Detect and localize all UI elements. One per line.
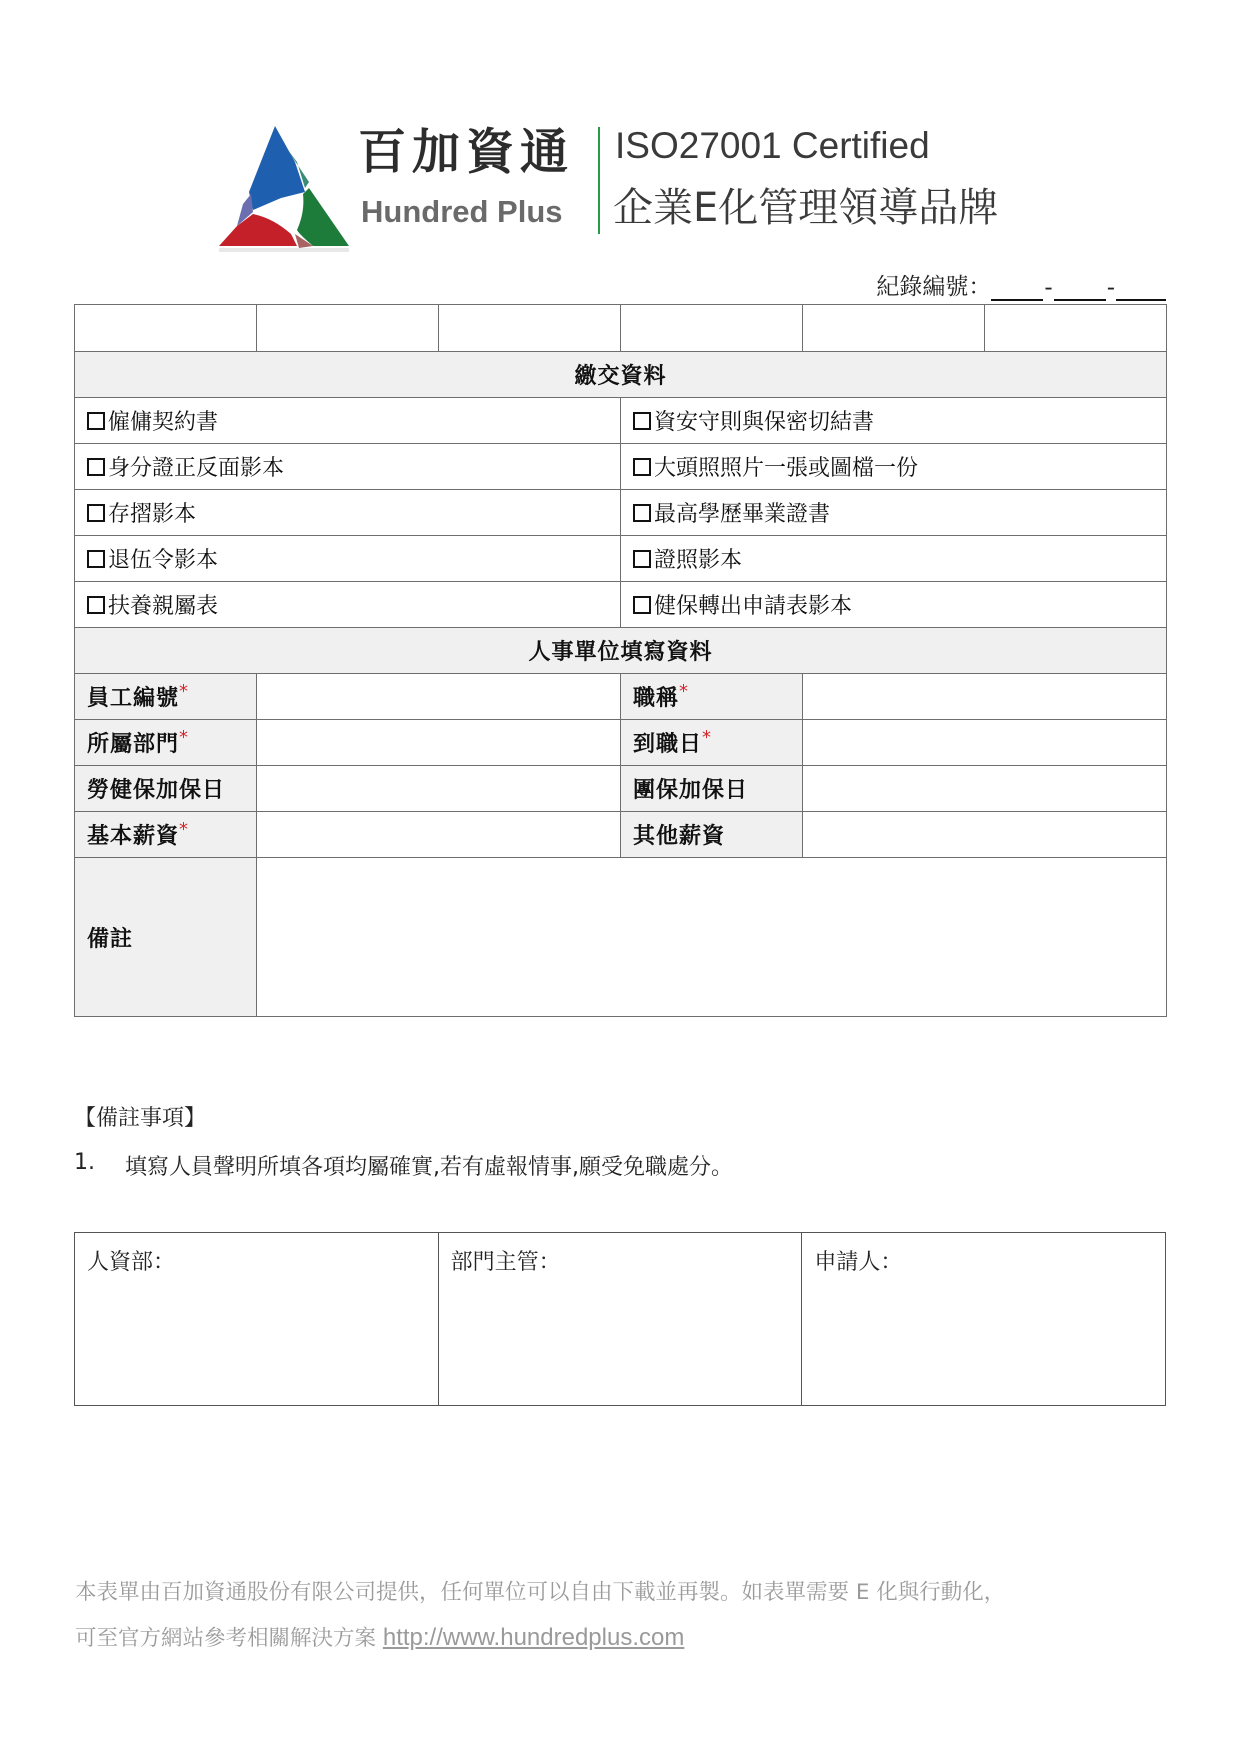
signature-manager[interactable] bbox=[438, 1233, 802, 1406]
required-mark: * bbox=[179, 681, 190, 702]
submission-row bbox=[75, 398, 1167, 444]
checkbox-icon[interactable] bbox=[87, 550, 105, 568]
onboarding-form-table bbox=[74, 304, 1167, 1017]
hr-row bbox=[75, 674, 1167, 720]
checkbox-icon[interactable] bbox=[87, 504, 105, 522]
blank-header-row bbox=[75, 305, 1167, 352]
record-number-part-1[interactable] bbox=[991, 279, 1043, 301]
submission-item-label: 身分證正反面影本 bbox=[108, 456, 285, 481]
checkbox-icon[interactable] bbox=[633, 412, 651, 430]
signature-label: 申請人： bbox=[814, 1250, 903, 1275]
submission-section-title: 繳交資料 bbox=[75, 352, 1167, 398]
checkbox-icon[interactable] bbox=[87, 458, 105, 476]
submission-item-label: 資安守則與保密切結書 bbox=[654, 410, 875, 435]
other-salary-label: 其他薪資 bbox=[621, 812, 803, 858]
submission-item-label: 證照影本 bbox=[654, 548, 743, 573]
labor-health-insurance-date-field[interactable] bbox=[257, 766, 621, 812]
blank-cell[interactable] bbox=[439, 305, 621, 352]
submission-item-label: 健保轉出申請表影本 bbox=[654, 594, 853, 619]
signature-label: 人資部： bbox=[87, 1250, 176, 1275]
blank-cell[interactable] bbox=[75, 305, 257, 352]
group-insurance-date-label: 團保加保日 bbox=[621, 766, 803, 812]
submission-row bbox=[75, 490, 1167, 536]
department-field[interactable] bbox=[257, 720, 621, 766]
start-date-field[interactable] bbox=[803, 720, 1167, 766]
submission-item[interactable] bbox=[621, 490, 1167, 536]
blank-cell[interactable] bbox=[621, 305, 803, 352]
hr-section-header bbox=[75, 628, 1167, 674]
submission-item-label: 最高學歷畢業證書 bbox=[654, 502, 831, 527]
submission-item-label: 僱傭契約書 bbox=[108, 410, 219, 435]
submission-item[interactable] bbox=[75, 490, 621, 536]
logo-divider bbox=[598, 127, 600, 234]
submission-item[interactable] bbox=[621, 582, 1167, 628]
submission-row bbox=[75, 444, 1167, 490]
record-number bbox=[876, 268, 1166, 301]
start-date-label: 到職日* bbox=[621, 720, 803, 766]
signature-table bbox=[74, 1232, 1166, 1406]
company-name-en: Hundred Plus bbox=[361, 194, 563, 229]
footer bbox=[75, 1570, 1005, 1661]
submission-item-label: 退伍令影本 bbox=[108, 548, 219, 573]
remarks-label: 備註 bbox=[75, 858, 257, 1017]
website-link[interactable]: http://www.hundredplus.com bbox=[382, 1624, 685, 1651]
footer-line-1: 本表單由百加資通股份有限公司提供，任何單位可以自由下載並再製。如表單需要 E 化與行動化， bbox=[75, 1580, 1006, 1605]
checkbox-icon[interactable] bbox=[87, 412, 105, 430]
submission-item-label: 大頭照照片一張或圖檔一份 bbox=[654, 456, 919, 481]
department-label: 所屬部門* bbox=[75, 720, 257, 766]
job-title-label: 職稱* bbox=[621, 674, 803, 720]
employee-id-label: 員工編號* bbox=[75, 674, 257, 720]
signature-label: 部門主管： bbox=[450, 1250, 561, 1275]
notes-title: 【備註事項】 bbox=[74, 1106, 207, 1131]
notes-item-text: 填寫人員聲明所填各項均屬確實,若有虛報情事,願受免職處分。 bbox=[125, 1155, 733, 1180]
signature-hr[interactable] bbox=[75, 1233, 439, 1406]
required-mark: * bbox=[179, 727, 190, 748]
remarks-field[interactable] bbox=[257, 858, 1167, 1017]
required-mark: * bbox=[679, 681, 690, 702]
employee-id-field[interactable] bbox=[257, 674, 621, 720]
hr-row bbox=[75, 812, 1167, 858]
required-mark: * bbox=[179, 819, 190, 840]
submission-row bbox=[75, 536, 1167, 582]
submission-item[interactable] bbox=[75, 536, 621, 582]
company-logo bbox=[213, 122, 1013, 254]
submission-item[interactable] bbox=[621, 536, 1167, 582]
labor-health-insurance-date-label: 勞健保加保日 bbox=[75, 766, 257, 812]
submission-row bbox=[75, 582, 1167, 628]
hr-section-title: 人事單位填寫資料 bbox=[75, 628, 1167, 674]
checkbox-icon[interactable] bbox=[633, 458, 651, 476]
submission-item[interactable] bbox=[75, 444, 621, 490]
other-salary-field[interactable] bbox=[803, 812, 1167, 858]
hr-row bbox=[75, 720, 1167, 766]
footer-line-2: 可至官方網站參考相關解決方案 http://www.hundredplus.com bbox=[75, 1624, 685, 1651]
blank-cell[interactable] bbox=[257, 305, 439, 352]
company-name-cn: 百加資通 bbox=[358, 124, 575, 180]
record-number-part-2[interactable] bbox=[1054, 279, 1106, 301]
hr-row bbox=[75, 766, 1167, 812]
record-number-part-3[interactable] bbox=[1116, 279, 1166, 301]
submission-item-label: 扶養親屬表 bbox=[108, 594, 219, 619]
submission-item[interactable] bbox=[75, 582, 621, 628]
checkbox-icon[interactable] bbox=[633, 504, 651, 522]
blank-cell[interactable] bbox=[803, 305, 985, 352]
submission-item[interactable] bbox=[75, 398, 621, 444]
notes-item-number: 1. bbox=[74, 1150, 95, 1175]
slogan-text: 企業E化管理領導品牌 bbox=[613, 185, 999, 231]
checkbox-icon[interactable] bbox=[633, 550, 651, 568]
group-insurance-date-field[interactable] bbox=[803, 766, 1167, 812]
record-number-label: 紀錄編號： bbox=[876, 274, 992, 300]
record-number-separator: - bbox=[1106, 275, 1115, 301]
notes-item bbox=[74, 1150, 733, 1181]
base-salary-label: 基本薪資* bbox=[75, 812, 257, 858]
job-title-field[interactable] bbox=[803, 674, 1167, 720]
required-mark: * bbox=[702, 727, 713, 748]
remarks-row bbox=[75, 858, 1167, 1017]
submission-section-header bbox=[75, 352, 1167, 398]
record-number-separator: - bbox=[1044, 275, 1053, 301]
checkbox-icon[interactable] bbox=[633, 596, 651, 614]
base-salary-field[interactable] bbox=[257, 812, 621, 858]
submission-item-label: 存摺影本 bbox=[108, 502, 197, 527]
blank-cell[interactable] bbox=[985, 305, 1167, 352]
triangle-logo-icon bbox=[213, 122, 353, 254]
checkbox-icon[interactable] bbox=[87, 596, 105, 614]
certification-text: ISO27001 Certified bbox=[615, 125, 930, 166]
submission-item[interactable] bbox=[621, 444, 1167, 490]
signature-applicant[interactable] bbox=[802, 1233, 1166, 1406]
submission-item[interactable] bbox=[621, 398, 1167, 444]
